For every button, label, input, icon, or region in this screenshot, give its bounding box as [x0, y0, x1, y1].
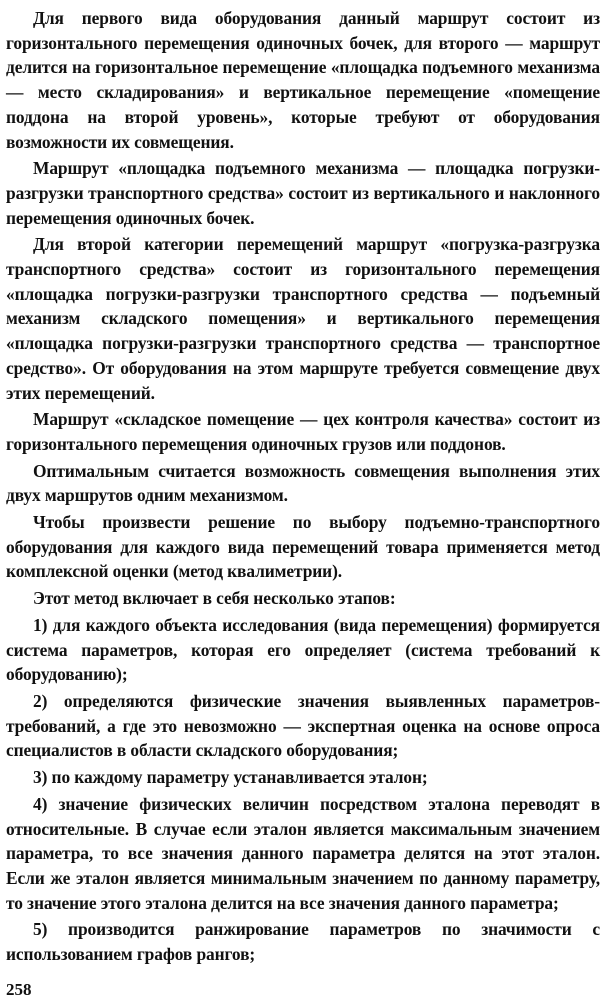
list-item-stage-5: 5) производится ранжирование параметров по значимости с использованием графов рангов;: [6, 919, 600, 965]
list-item-stage-4: 4) значение физических величин посредством эталона переводят в относительные. В случае если эталон является максимальным значением параметра, то все значения данного параметра делятся на этот эталон. Если же эталон является минимальным значением по данному параметру, то значение этого эталона делится на все значения данного параметра;: [6, 793, 600, 913]
list-item-stage-2: 2) определяются физические значения выявленных параметров-требований, а где это невозможно — экспертная оценка на основе опроса специалистов в области складского оборудования;: [6, 690, 600, 761]
paragraph-optimal: Оптимальным считается возможность совмещения выполнения этих двух маршрутов одним механизмом.: [6, 460, 600, 506]
paragraph-method-stages-intro: Этот метод включает в себя несколько этапов:: [33, 588, 396, 609]
document-page: [6, 6, 600, 969]
list-item-stage-1: 1) для каждого объекта исследования (вида перемещения) формируется система параметров, которая его определяет (система требований к оборудованию);: [6, 614, 600, 685]
paragraph-method-choice: Чтобы произвести решение по выбору подъемно-транспортного оборудования для каждого вида перемещений товара применяется метод комплексной оценки (метод квалиметрии).: [6, 512, 600, 582]
paragraph-warehouse-quality-route: Маршрут «складское помещение — цех контроля качества» состоит из горизонтального перемещения одиночных грузов или поддонов.: [6, 409, 600, 454]
list-item-stage-3: 3) по каждому параметру устанавливается эталон;: [33, 767, 428, 788]
paragraph-first-kind-route: Для первого вида оборудования данный маршрут состоит из горизонтального перемещения одиночных бочек, для второго — маршрут делится на горизонтальное перемещение «площадка подъемного механизма — место складирования» и вертикальное перемещение «помещение поддона на второй уровень», которые требуют от оборудования возможности их совмещения.: [6, 8, 600, 152]
paragraph-lift-platform-route: Маршрут «площадка подъемного механизма — площадка погрузки-разгрузки транспортного средства» состоит из вертикального и наклонного перемещения одиночных бочек.: [6, 158, 600, 228]
page-number: 258: [6, 980, 32, 999]
paragraph-second-category: Для второй категории перемещений маршрут «погрузка-разгрузка транспортного средства» состоит из горизонтального перемещения «площадка погрузки-разгрузки транспортного средства — подъемный механизм складского помещения» и вертикального перемещения «площадка погрузки-разгрузки транспортного средства — транспортное средство». От оборудования на этом маршруте требуется совмещение двух этих перемещений.: [6, 234, 600, 403]
